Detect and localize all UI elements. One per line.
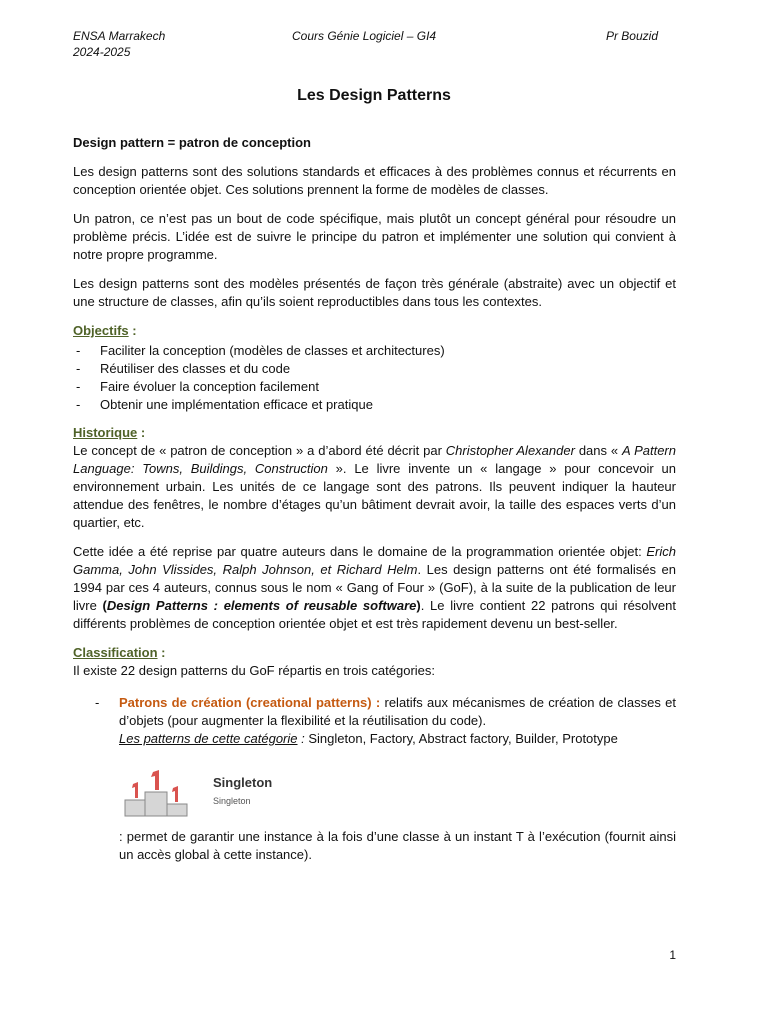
header-professor: Pr Bouzid [605, 29, 658, 43]
historique-heading: Historique : [73, 425, 146, 440]
header-school: ENSA Marrakech [73, 29, 166, 43]
creational-list: Singleton, Factory, Abstract factory, Builder, Prototype [304, 731, 618, 746]
header-left [73, 28, 165, 60]
creational-patterns-item: - Patrons de création (creational patterns) : relatifs aux mécanismes de création de classes et d’objets (pour augmenter la flexibilité et la réutilisation du code). Les patterns de cette catégorie : Singleton, Factory, Abstract factory, Builder, Prototype [95, 695, 676, 746]
list-item: - Obtenir une implémentation efficace et pratique [73, 396, 676, 414]
dash-bullet: - [95, 695, 100, 710]
header-year: 2024-2025 [73, 45, 131, 59]
intro-paragraph-2: Un patron, ce n’est pas un bout de code spécifique, mais plutôt un concept général pour résoudre un problème précis. L’idée est de suivre le principe du patron et implémenter une solution qui convient à notre propre programme. [73, 211, 676, 262]
page-title: Les Design Patterns [297, 87, 451, 104]
singleton-subtitle: Singleton [213, 796, 251, 806]
list-item: - Faire évoluer la conception facilement [73, 378, 676, 396]
gof-authors: Erich Gamma, John Vlissides, Ralph Johnson, et Richard Helm [73, 544, 676, 577]
page-number: 1 [669, 948, 676, 962]
creational-patterns-label: Patrons de création (creational patterns) [119, 695, 372, 710]
gof-book-title: Design Patterns : elements of reusable software [106, 598, 417, 613]
author-name: Christopher Alexander [445, 443, 575, 458]
historique-paragraph-1: Le concept de « patron de conception » a d’abord été décrit par Christopher Alexander dans « A Pattern Language: Towns, Buildings, Construction ». Le livre invente un « langage » pour concevoir un environnement urbain. Les unités de ce langage sont des patrons. Ils peuvent indiquer la hauteur attendue des fenêtres, le nombre d’étages qu’un bâtiment devrait avoir, la taille des espaces verts d’un quartier, etc. [73, 443, 676, 530]
header-course: Cours Génie Logiciel – GI4 [292, 29, 437, 43]
objectifs-heading: Objectifs : [73, 323, 137, 338]
intro-paragraph-1: Les design patterns sont des solutions standards et efficaces à des problèmes connus et récurrents en conception orientée objet. Ces solutions prennent la forme de modèles de classes. [73, 164, 676, 197]
singleton-figure [123, 768, 676, 828]
definition-subtitle: Design pattern = patron de conception [73, 135, 311, 150]
list-item: - Faciliter la conception (modèles de classes et architectures) [73, 342, 676, 360]
list-item: - Réutiliser des classes et du code [73, 360, 676, 378]
singleton-title: Singleton [213, 775, 273, 790]
intro-paragraph-3: Les design patterns sont des modèles présentés de façon très générale (abstraite) avec un objectif et une structure de classes, afin qu’ils soient reproductibles dans tous les contextes. [73, 276, 676, 309]
category-list-label: Les patterns de cette catégorie [119, 731, 298, 746]
objectifs-list [73, 342, 676, 414]
historique-paragraph-2: Cette idée a été reprise par quatre auteurs dans le domaine de la programmation orientée objet: Erich Gamma, John Vlissides, Ralph Johnson, et Richard Helm. Les design patterns ont été formalisés en 1994 par ces 4 auteurs, connus sous le nom « Gang of Four » (GoF), à la suite de la publication de leur livre (Design Patterns : elements of reusable software). Le livre contient 22 patrons qui résolvent différents problèmes de conception orientée objet et est très rapidement devenu un best-seller. [73, 544, 676, 631]
book-title: A Pattern Language: Towns, Buildings, Construction [73, 443, 676, 476]
classification-heading: Classification : [73, 645, 166, 660]
podium-icon [123, 768, 189, 818]
singleton-description: : permet de garantir une instance à la fois d’une classe à un instant T à l’exécution (fournit ainsi un accès global à cette instance). [119, 829, 676, 862]
classification-intro: Il existe 22 design patterns du GoF répartis en trois catégories: [73, 663, 436, 678]
document-body [73, 134, 676, 864]
